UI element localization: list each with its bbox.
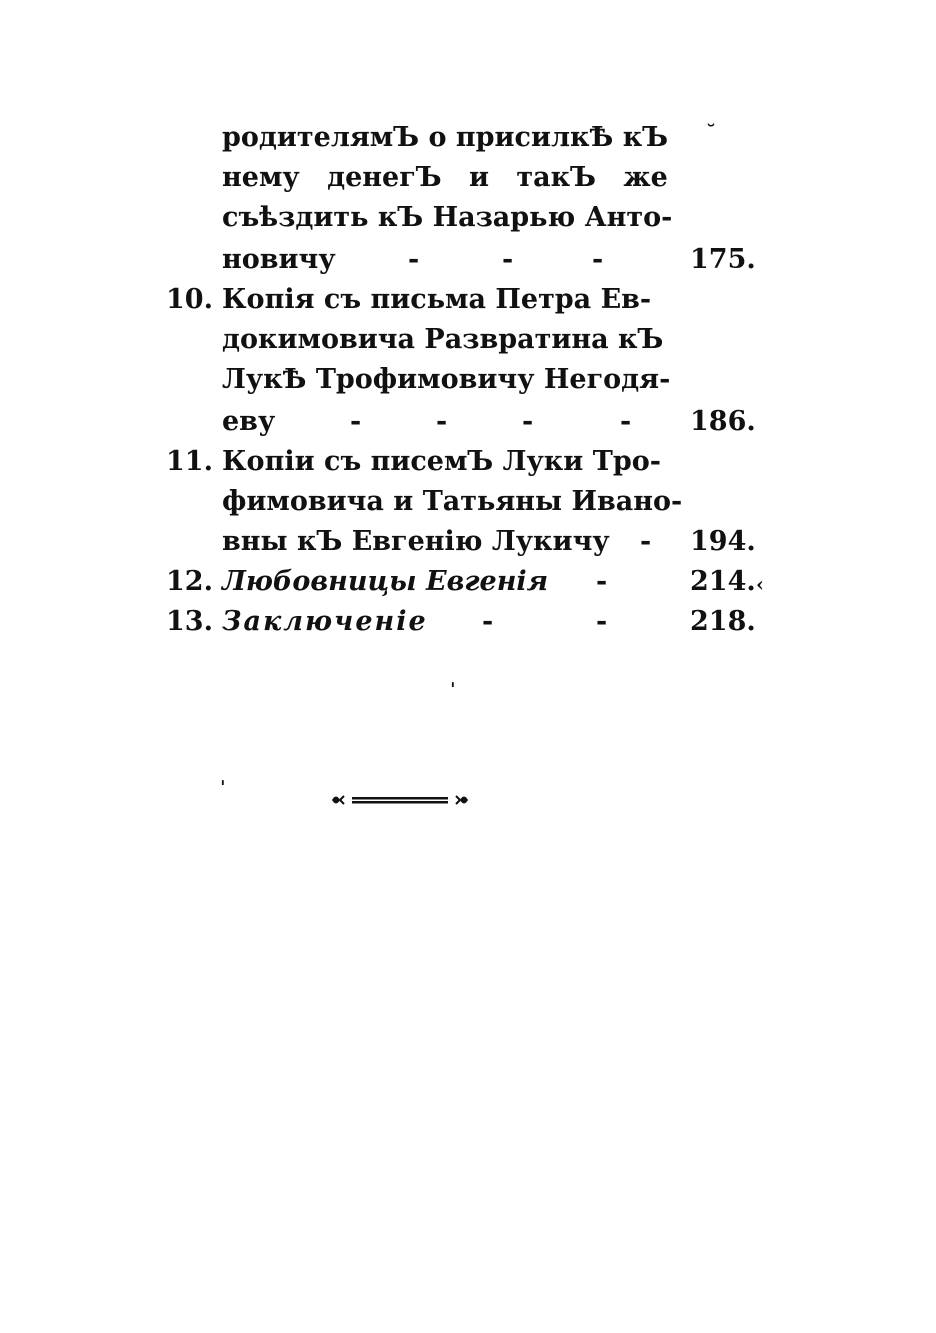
toc-line xyxy=(0,562,936,602)
toc-line xyxy=(0,198,936,238)
leader-dash: - xyxy=(640,526,652,557)
toc-line xyxy=(0,402,936,442)
ink-speck: ˌ xyxy=(450,666,456,690)
page-number: 194. xyxy=(690,526,756,557)
page-number: 175. xyxy=(690,244,756,275)
toc-entry-text: новичу xyxy=(222,244,336,275)
toc-line xyxy=(0,602,936,642)
leader-dash: - xyxy=(502,244,514,275)
leader-dash: - xyxy=(408,244,420,275)
toc-line xyxy=(0,280,936,320)
leader-dash: - xyxy=(596,606,608,637)
toc-entry-text: вны кЪ Евгенію Лукичу xyxy=(222,526,610,557)
ornament-rule-icon xyxy=(330,790,470,810)
toc-line xyxy=(0,522,936,562)
toc-entry-text: фимовича и Татьяны Ивано- xyxy=(222,486,683,517)
toc-entry-text: съѣздить кЪ Назарью Анто- xyxy=(222,202,673,233)
toc-entry-text: Заключеніе xyxy=(222,606,428,637)
toc-line xyxy=(0,158,936,198)
toc-line xyxy=(0,118,936,158)
toc-entry-text: Копіи съ писемЪ Луки Тро- xyxy=(222,446,661,477)
toc-entry-text: Копія съ письма Петра Ев- xyxy=(222,284,652,315)
leader-dash: - xyxy=(482,606,494,637)
toc-line xyxy=(0,360,936,400)
page-number: 218. xyxy=(690,606,756,637)
toc-line xyxy=(0,240,936,280)
toc-line xyxy=(0,482,936,522)
entry-number: 10. xyxy=(166,284,213,315)
toc-line xyxy=(0,320,936,360)
page-number: 214. xyxy=(690,566,756,597)
leader-dash: - xyxy=(522,406,534,437)
ink-speck: ˘ xyxy=(706,120,716,144)
toc-entry-text: родителямЪ о присилкѢ кЪ xyxy=(222,122,669,153)
toc-entry-text: еву xyxy=(222,406,276,437)
page-number: 186. xyxy=(690,406,756,437)
leader-dash: - xyxy=(436,406,448,437)
toc-entry-text: Любовницы Евгенія xyxy=(222,566,549,597)
leader-dash: - xyxy=(592,244,604,275)
leader-dash: - xyxy=(596,566,608,597)
toc-entry-text: нему денегЪ и такЪ же xyxy=(222,162,668,193)
ink-speck: ‹ xyxy=(756,572,764,596)
toc-entry-text: ЛукѢ Трофимовичу Негодя- xyxy=(222,364,671,395)
leader-dash: - xyxy=(620,406,632,437)
entry-number: 12. xyxy=(166,566,213,597)
entry-number: 13. xyxy=(166,606,213,637)
toc-line xyxy=(0,442,936,482)
leader-dash: - xyxy=(350,406,362,437)
toc-entry-text: докимовича Развратина кЪ xyxy=(222,324,664,355)
entry-number: 11. xyxy=(166,446,213,477)
ink-speck: ˈ xyxy=(220,776,226,800)
